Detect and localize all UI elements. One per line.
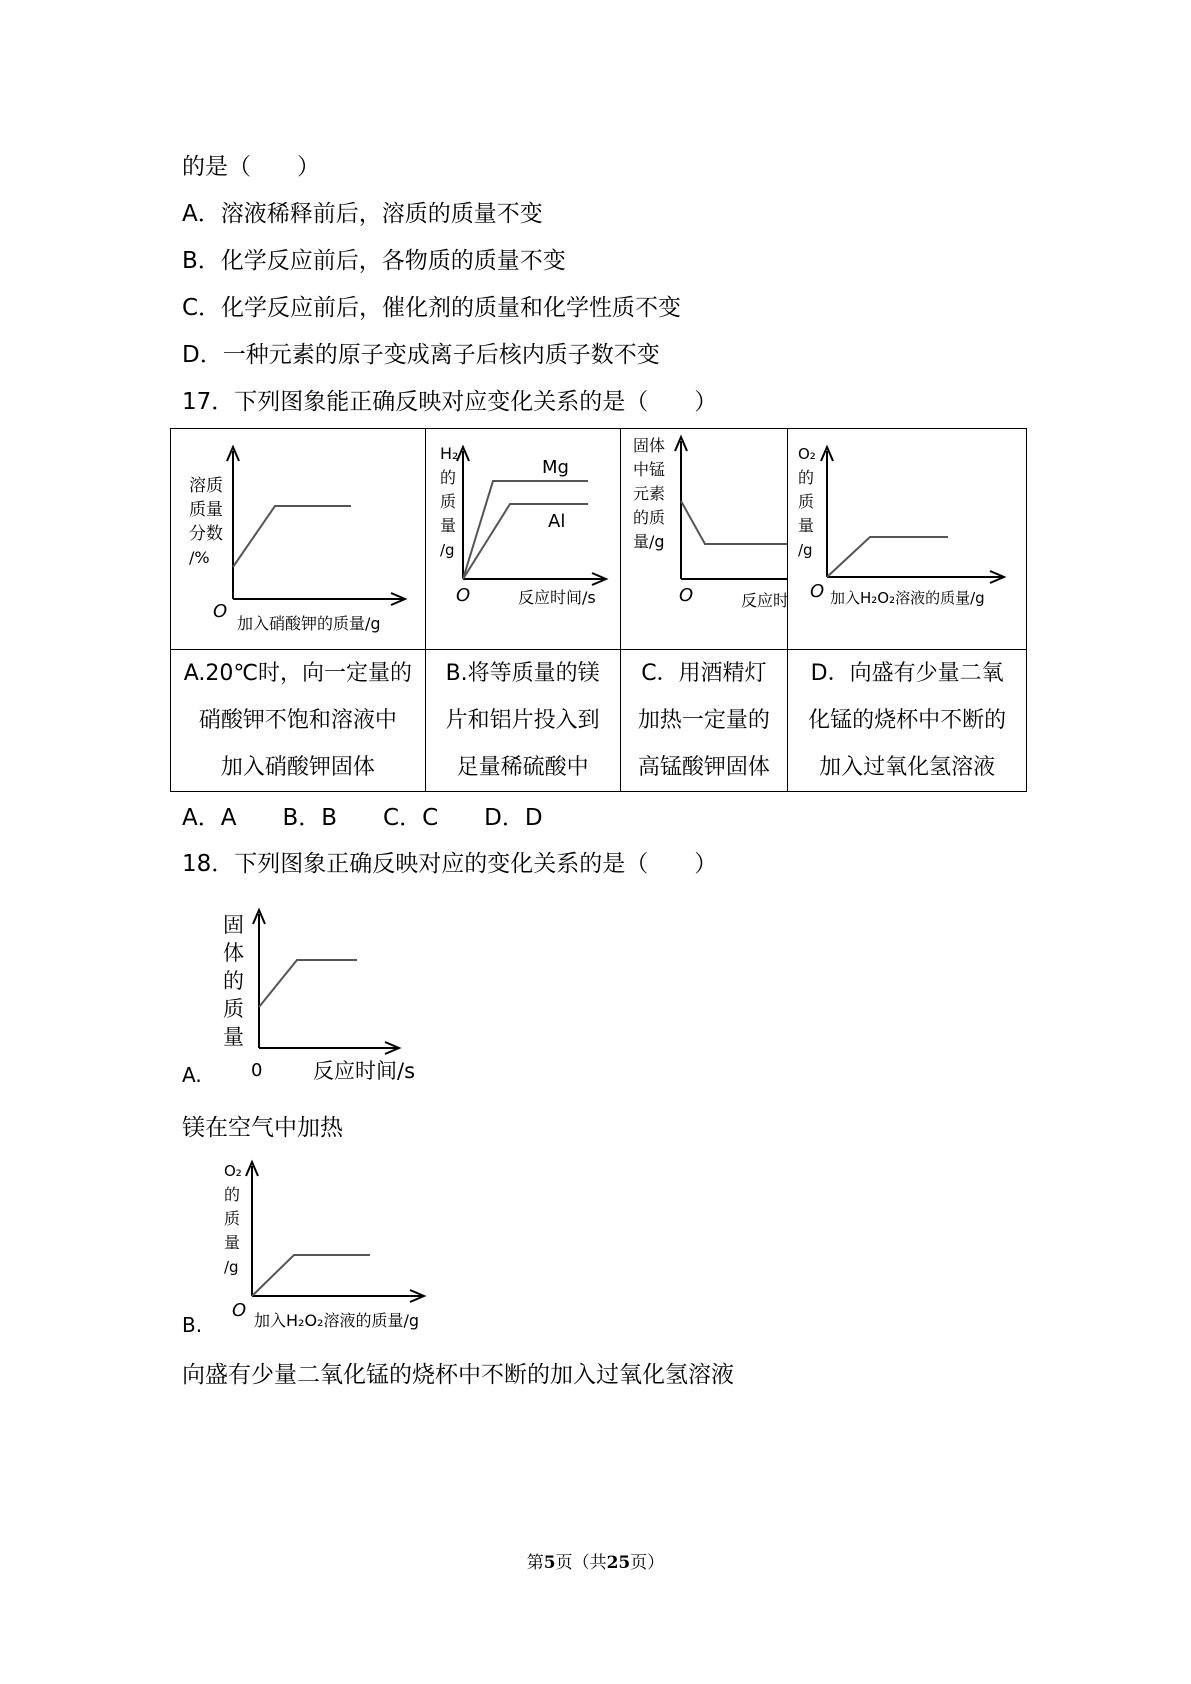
caption-line: 硝酸钾不饱和溶液中 (198, 708, 397, 733)
ylabel-line-1: 固体 (632, 436, 665, 455)
q17-stem: 17．下列图象能正确反映对应变化关系的是（ ） (182, 389, 718, 415)
q17-graph-d-cell (788, 429, 1027, 650)
ylabel-line-2: 的 (224, 1185, 241, 1204)
ylabel-line-2: 中锰 (632, 460, 665, 479)
xlabel: 加入硝酸钾的质量/g (237, 614, 381, 633)
q18-option-a-label: A. (182, 1063, 202, 1087)
q17-caption-c (620, 650, 788, 792)
curve-mg (463, 481, 588, 579)
origin-label: O (213, 601, 228, 622)
q17-caption-a (171, 650, 426, 792)
x-axis (252, 1290, 424, 1302)
xlabel: 反应时间/s (313, 1059, 416, 1083)
curve-o2-mass (827, 537, 948, 577)
origin-label: O (678, 585, 693, 606)
origin-label: O (810, 581, 825, 602)
x-axis (827, 571, 1004, 583)
q17-graph-a (171, 429, 424, 645)
q16-option-b: B．化学反应前后，各物质的质量不变 (182, 248, 566, 274)
ylabel-line-1: O₂ (224, 1162, 242, 1180)
ylabel-char-2: 体 (223, 941, 244, 965)
ylabel-line-2: 质量 (189, 500, 223, 520)
q16-option-a: A．溶液稀释前后，溶质的质量不变 (182, 201, 543, 227)
q17-graph-a-cell (171, 429, 426, 650)
series-label-al: Al (547, 511, 566, 532)
caption-line: B.将等质量的镁 (445, 661, 600, 686)
ylabel-line-5: /g (439, 541, 455, 559)
origin-label: 0 (251, 1060, 263, 1081)
ylabel-line-3: 质 (224, 1209, 241, 1228)
y-axis (821, 447, 833, 577)
caption-line: 高锰酸钾固体 (637, 755, 770, 780)
xlabel: 反应时间/s (517, 588, 596, 607)
curve-solute-fraction (233, 506, 351, 567)
q16-stem-tail: 的是（ ） (182, 154, 320, 180)
ylabel-char-5: 量 (223, 1025, 244, 1049)
y-axis (227, 447, 239, 599)
q17-caption-d (788, 650, 1027, 792)
caption-line: 加入过氧化氢溶液 (819, 755, 996, 780)
q17-graph-b-cell (425, 429, 620, 650)
q17-graph-d (788, 429, 1025, 645)
q17-answer-choices: A．A B．B C．C D．D (182, 805, 543, 831)
footer-mid: 页（共 (555, 1553, 607, 1573)
q18-stem: 18．下列图象正确反映对应的变化关系的是（ ） (182, 851, 718, 877)
q18-graph-a (215, 900, 430, 1085)
caption-line: A.20℃时，向一定量的 (183, 661, 413, 686)
ylabel-line-1: O₂ (798, 445, 817, 463)
footer-prefix: 第 (526, 1553, 544, 1573)
q18-option-b-text: 向盛有少量二氧化锰的烧杯中不断的加入过氧化氢溶液 (182, 1362, 734, 1388)
caption-line: 足量稀硫酸中 (456, 755, 589, 780)
ylabel-line-3: 质 (798, 492, 815, 511)
ylabel-line-1: 溶质 (189, 476, 223, 496)
page-footer (0, 1548, 1191, 1573)
xlabel: 加入H₂O₂溶液的质量/g (254, 1311, 420, 1330)
ylabel-line-2: 的 (798, 468, 815, 487)
q18-option-a-text: 镁在空气中加热 (182, 1115, 343, 1141)
caption-line: 加入硝酸钾固体 (220, 755, 375, 780)
footer-suffix: 页） (630, 1553, 665, 1573)
q18-option-b-label: B. (182, 1313, 203, 1337)
caption-line: C．用酒精灯 (641, 661, 767, 686)
ylabel-line-5: /g (798, 541, 813, 559)
q18-graph-b (210, 1152, 460, 1337)
ylabel-line-3: 分数 (189, 524, 223, 544)
curve-solid-mass (259, 960, 357, 1007)
q16-option-d: D．一种元素的原子变成离子后核内质子数不变 (182, 342, 660, 368)
footer-page-number: 5 (543, 1553, 556, 1573)
ylabel-line-5: /g (224, 1258, 239, 1276)
ylabel-line-4: 量 (439, 516, 456, 535)
x-axis (233, 593, 405, 605)
ylabel-line-4: 量 (798, 516, 815, 535)
ylabel-line-3: 质 (439, 492, 456, 511)
q17-graph-c-cell (620, 429, 788, 650)
ylabel-char-1: 固 (223, 913, 244, 937)
footer-total-pages: 25 (606, 1553, 631, 1573)
caption-line: 片和铝片投入到 (445, 708, 600, 733)
caption-line: 加热一定量的 (637, 708, 770, 733)
xlabel: 加入H₂O₂溶液的质量/g (830, 589, 985, 607)
caption-line: D．向盛有少量二氧 (810, 661, 1004, 686)
curve-o2-mass (252, 1255, 370, 1296)
y-axis (457, 447, 469, 579)
origin-label: O (455, 585, 470, 606)
ylabel-line-2: 的 (439, 468, 456, 487)
q17-caption-b (425, 650, 620, 792)
y-axis (246, 1162, 258, 1296)
x-axis (463, 573, 606, 585)
series-label-mg: Mg (541, 457, 569, 478)
q17-graph-table (170, 428, 1027, 792)
ylabel-line-4: 的质 (632, 508, 665, 527)
q17-graph-c (621, 429, 787, 645)
ylabel-char-4: 质 (223, 997, 244, 1021)
ylabel-line-4: /% (189, 548, 210, 567)
q16-option-c: C．化学反应前后，催化剂的质量和化学性质不变 (182, 295, 682, 321)
caption-line: 化锰的烧杯中不断的 (808, 708, 1007, 733)
curve-mn-mass (681, 501, 787, 544)
q17-graph-b (426, 429, 619, 645)
ylabel-line-1: H₂ (439, 444, 459, 463)
y-axis (253, 910, 265, 1048)
ylabel-line-5: 量/g (632, 532, 665, 551)
xlabel: 反应时 (740, 591, 787, 610)
ylabel-char-3: 的 (223, 969, 244, 993)
ylabel-line-3: 元素 (632, 484, 665, 503)
x-axis (259, 1042, 399, 1054)
ylabel-line-4: 量 (224, 1233, 241, 1252)
origin-label: O (232, 1300, 247, 1321)
